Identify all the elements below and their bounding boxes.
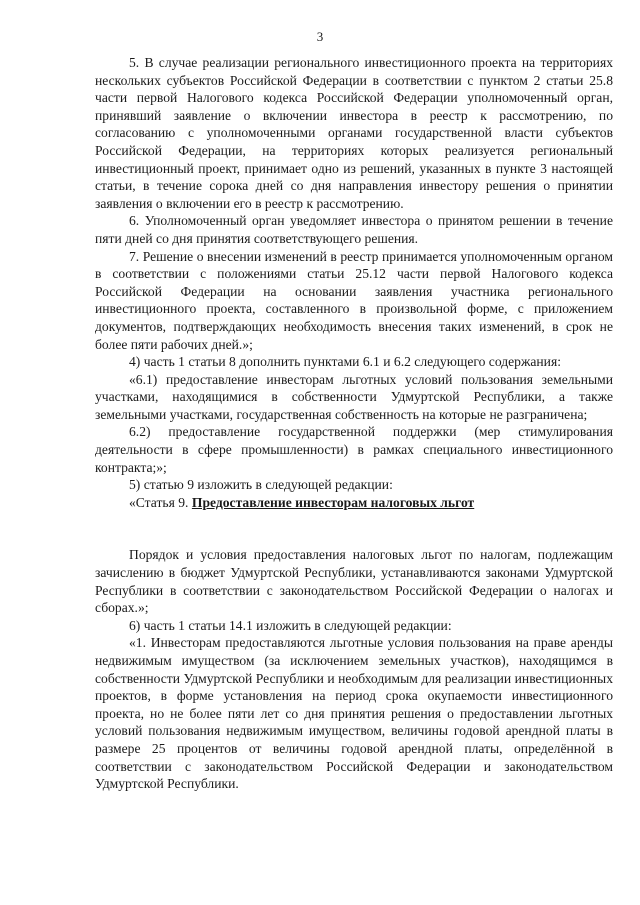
paragraph-article-14-1-part-1: «1. Инвесторам предоставляются льготные условия пользования на праве аренды недвижимым имуществом (за исключением земельных участков), находящимся в собственности Удмуртской Республики и необходимым для реализации инвестиционных проектов, в форме установления на период срока окупаемости инвестиционного проекта, но не более пяти лет со дня принятия решения о предоставлении льготных условий пользования недвижимым имуществом, величины годовой арендной платы в размере 25 процентов от величины годовой арендной платы, определённой в соответствии с законодательством Российской Федерации и законодательством Удмуртской Республики. <box>95 635 613 792</box>
spacer <box>95 511 613 546</box>
paragraph-amendment-4: 4) часть 1 статьи 8 дополнить пунктами 6.1 и 6.2 следующего содержания: <box>129 354 561 370</box>
article-heading-prefix: «Статья 9. <box>129 494 189 510</box>
paragraph-point-6-1: «6.1) предоставление инвесторам льготных условий пользования земельными участками, находящимися в собственности Удмуртской Республики, а также земельными участками, государственная собственность на которые не разграничена; <box>95 371 613 422</box>
paragraph-item-5: 5. В случае реализации регионального инвестиционного проекта на территориях нескольких субъектов Российской Федерации в соответствии с пунктом 2 статьи 25.8 части первой Налогового кодекса Российской Федерации уполномоченный орган, принявший заявление о включении инвестора в реестр к рассмотрению, по согласованию с уполномоченными органами государственной власти субъектов Российской Федерации, на территориях которых реализуется региональный инвестиционный проект, принимает одно из решений, указанных в пункте 3 настоящей статьи, в течение сорока дней со дня направления инвестору решения о принятии заявления о включении его в реестр к рассмотрению. <box>95 55 613 211</box>
paragraph-amendment-5: 5) статью 9 изложить в следующей редакции: <box>129 477 393 493</box>
article-heading-title: Предоставление инвесторам налоговых льгот <box>191 494 475 510</box>
page-number: 3 <box>316 29 324 44</box>
article-heading <box>95 494 613 512</box>
paragraph-item-6: 6. Уполномоченный орган уведомляет инвестора о принятом решении в течение пяти дней со дня принятия соответствующего решения. <box>95 213 613 246</box>
paragraph-item-7: 7. Решение о внесении изменений в реестр принимается уполномоченным органом в соответствии с положениями статьи 25.12 части первой Налогового кодекса Российской Федерации на основании заявления участника регионального инвестиционного проекта, составленного в произвольной форме, с приложением документов, подтверждающих необходимость внесения таких изменений, в срок не более пяти рабочих дней.»; <box>95 248 613 352</box>
paragraph-point-6-2: 6.2) предоставление государственной поддержки (мер стимулирования деятельности в сфере промышленности) в рамках специального инвестиционного контракта;»; <box>95 424 613 475</box>
paragraph-amendment-6: 6) часть 1 статьи 14.1 изложить в следующей редакции: <box>129 617 452 633</box>
document-body <box>95 54 613 793</box>
paragraph-article-9-body: Порядок и условия предоставления налоговых льгот по налогам, подлежащим зачислению в бюджет Удмуртской Республики, устанавливаются законами Удмуртской Республики в соответствии с законодательством Российской Федерации о налогах и сборах.»; <box>95 547 613 616</box>
